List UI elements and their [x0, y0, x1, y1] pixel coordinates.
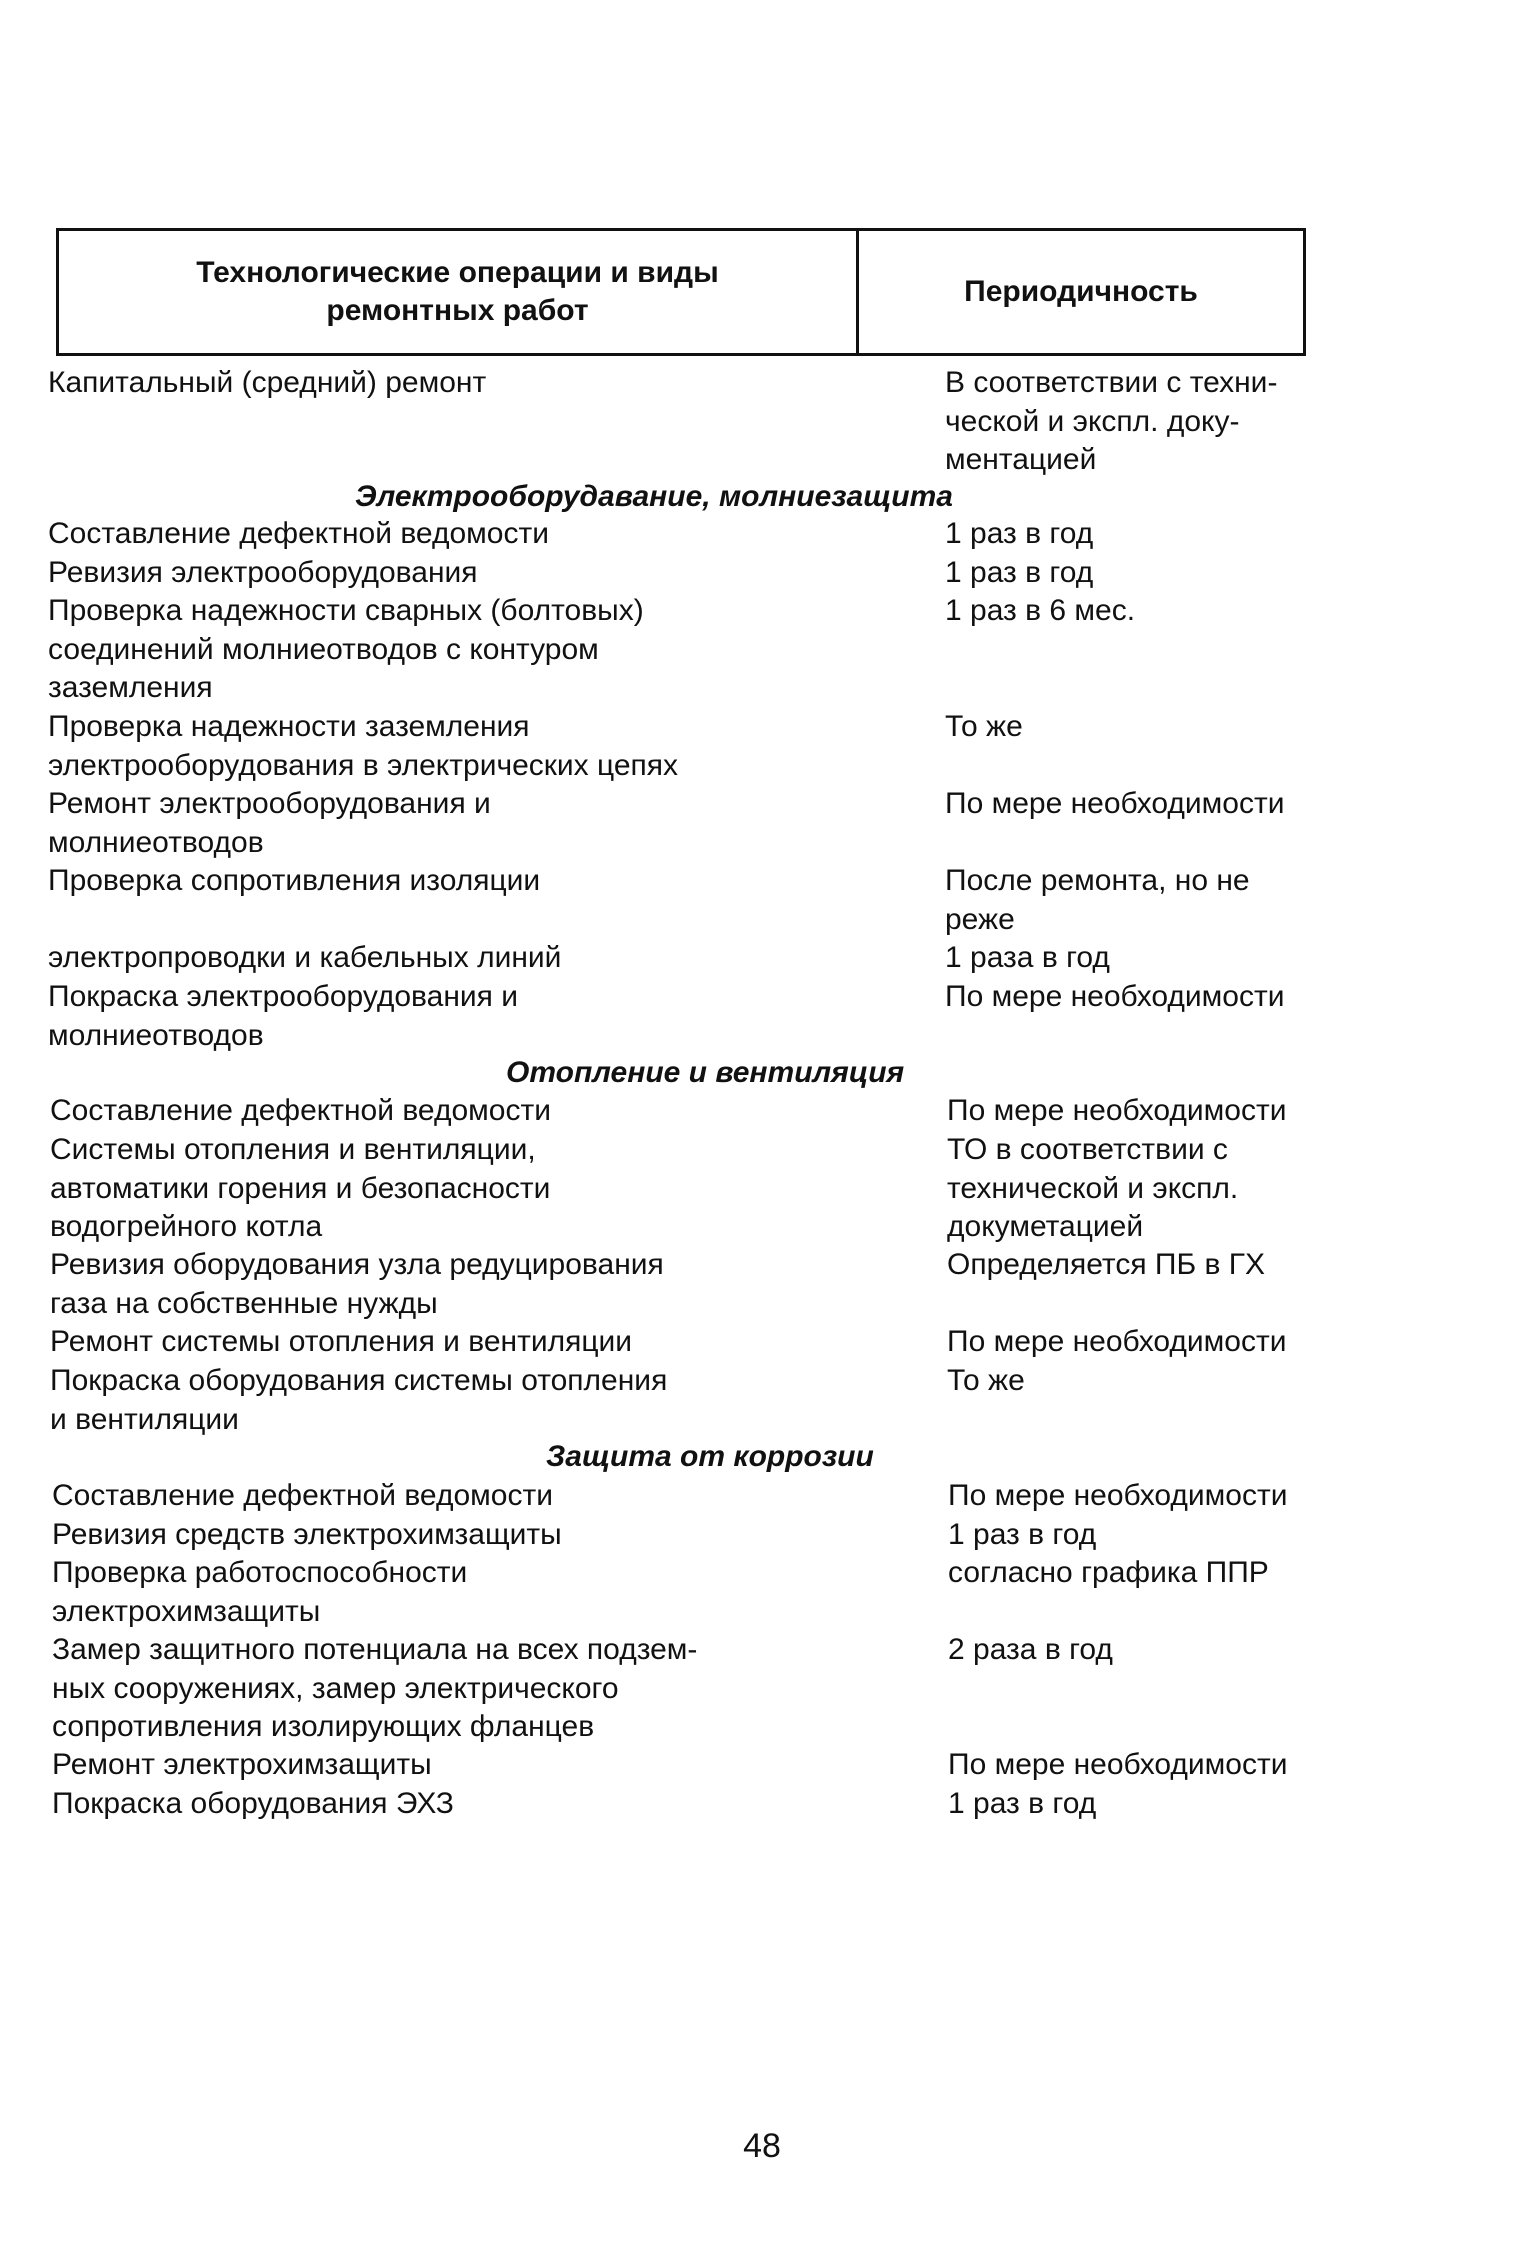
table-row-operation: Составление дефектной ведомости — [52, 1479, 553, 1512]
table-row-period: То же — [945, 710, 1023, 743]
table-row-period: согласно графика ППР — [948, 1556, 1269, 1589]
table-row-period: 1 раз в год — [945, 556, 1094, 589]
table-row-period: После ремонта, но не реже — [945, 864, 1250, 936]
table-row-period: ТО в соответствии с технической и экспл. докуметацией — [947, 1133, 1239, 1243]
table-row-operation: Ремонт электрооборудования и молниеотводов — [48, 787, 491, 859]
table-row-operation: Составление дефектной ведомости — [48, 517, 549, 550]
table-row-period: По мере необходимости — [947, 1094, 1287, 1127]
table-row-period: Определяется ПБ в ГХ — [947, 1248, 1266, 1281]
table-row-operation: Ревизия оборудования узла редуцирования газа на собственные нужды — [50, 1248, 664, 1320]
table-row-period: То же — [947, 1364, 1025, 1397]
intro-period: В соответствии с техни- ческой и экспл. доку- ментацией — [945, 366, 1278, 476]
table-row-operation: Ремонт электрохимзащиты — [52, 1748, 432, 1781]
table-row-period: 2 раза в год — [948, 1633, 1113, 1666]
table-row-period: По мере необходимости — [947, 1325, 1287, 1358]
table-row-period: 1 раз в год — [948, 1787, 1097, 1820]
page-number: 48 — [743, 2127, 781, 2165]
table-row-operation: Проверка сопротивления изоляции — [48, 864, 541, 897]
table-header — [56, 228, 1306, 356]
header-operations: Технологические операции и виды ремонтных работ — [59, 231, 859, 353]
table-row-period: По мере необходимости — [945, 787, 1285, 820]
header-periodicity: Периодичность — [964, 275, 1198, 308]
table-row-period: 1 раз в год — [948, 1518, 1097, 1551]
section-title: Защита от коррозии — [546, 1440, 874, 1473]
section-title: Отопление и вентиляция — [506, 1056, 905, 1089]
table-row-period: По мере необходимости — [945, 980, 1285, 1013]
section-title: Электрооборудавание, молниезащита — [355, 480, 953, 513]
table-row-operation: Проверка надежности сварных (болтовых) соединений молниеотводов с контуром заземления — [48, 594, 644, 704]
intro-operation: Капитальный (средний) ремонт — [48, 366, 487, 399]
table-row-operation: электропроводки и кабельных линий — [48, 941, 562, 974]
table-row-period: По мере необходимости — [948, 1479, 1288, 1512]
table-row-operation: Проверка работоспособности электрохимзащиты — [52, 1556, 468, 1628]
table-row-period: По мере необходимости — [948, 1748, 1288, 1781]
table-row-operation: Ревизия средств электрохимзащиты — [52, 1518, 562, 1551]
table-row-operation: Покраска электрооборудования и молниеотводов — [48, 980, 518, 1052]
table-row-operation: Замер защитного потенциала на всех подзем- ных сооружениях, замер электрического сопротивления изолирующих фланцев — [52, 1633, 698, 1743]
table-row-period: 1 раза в год — [945, 941, 1110, 974]
table-row-operation: Покраска оборудования ЭХЗ — [52, 1787, 454, 1820]
table-row-operation: Проверка надежности заземления электрооборудования в электрических цепях — [48, 710, 678, 782]
table-row-operation: Составление дефектной ведомости — [50, 1094, 551, 1127]
table-row-operation: Системы отопления и вентиляции, автоматики горения и безопасности водогрейного котла — [50, 1133, 551, 1243]
table-row-operation: Ревизия электрооборудования — [48, 556, 478, 589]
table-row-operation: Покраска оборудования системы отопления и вентиляции — [50, 1364, 668, 1436]
table-row-period: 1 раз в год — [945, 517, 1094, 550]
table-row-period: 1 раз в 6 мес. — [945, 594, 1136, 627]
table-row-operation: Ремонт системы отопления и вентиляции — [50, 1325, 633, 1358]
